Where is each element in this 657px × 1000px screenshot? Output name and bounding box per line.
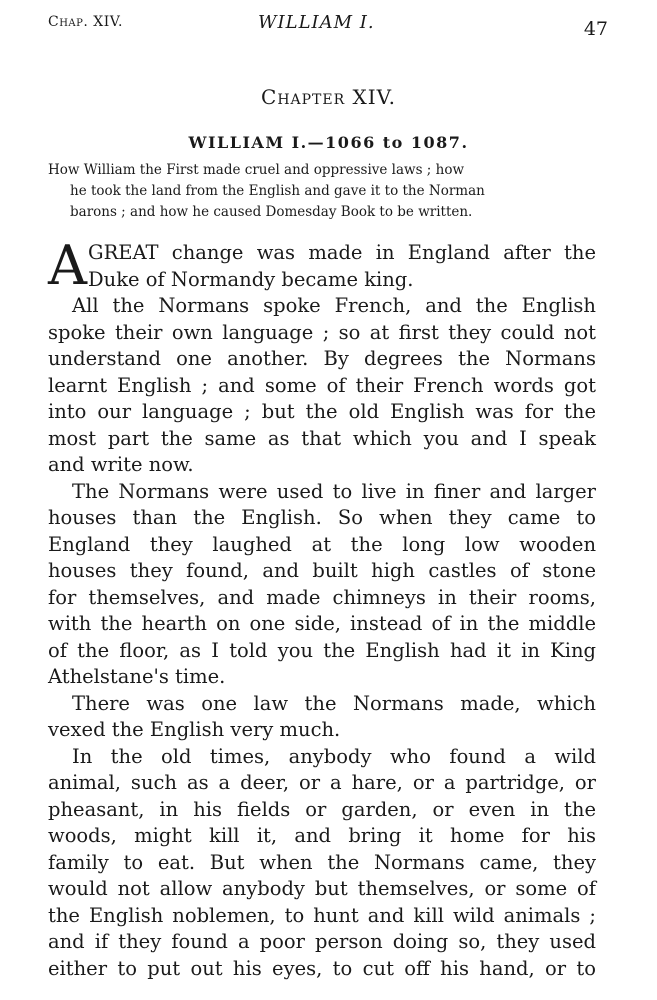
- text-line: learnt English ; and some of their French words got: [48, 373, 596, 397]
- chapter-label: Chap. XIV.: [48, 14, 123, 30]
- paragraph-5: [48, 744, 596, 983]
- text-line: understand one another. By degrees the Normans: [48, 347, 596, 370]
- text-line: The Normans were used to live in finer and larger: [72, 479, 596, 503]
- text-line: with the hearth on one side, instead of in the middle: [48, 612, 596, 635]
- text-line: either to put out his eyes, to cut off his hand, or to: [48, 956, 596, 980]
- running-title: WILLIAM I.: [258, 12, 375, 33]
- text-line: and if they found a poor person doing so, they used: [48, 930, 596, 953]
- summary-line: barons ; and how he caused Domesday Book to be written.: [70, 204, 473, 220]
- text-line: woods, might kill it, and bring it home for his: [48, 824, 596, 847]
- text-line: houses than the English. So when they came to: [48, 506, 596, 529]
- text-line: of the floor, as I told you the English had it in King: [48, 638, 596, 662]
- paragraph-4: [48, 691, 596, 744]
- paragraph-1: [48, 234, 596, 297]
- text-line: would not allow anybody but themselves, or some of: [48, 877, 596, 900]
- text-line: and write now.: [48, 453, 194, 476]
- text-line: most part the same as that which you and I speak: [48, 426, 596, 450]
- text-line: There was one law the Normans made, which: [72, 691, 596, 715]
- text-line: for themselves, and made chimneys in their rooms,: [48, 585, 596, 609]
- chapter-heading: [0, 85, 657, 109]
- chapter-summary: [48, 160, 598, 223]
- text-line: animal, such as a deer, or a hare, or a partridge, or: [48, 771, 596, 794]
- text-line: pheasant, in his fields or garden, or even in the: [48, 797, 596, 821]
- paragraph-3: [48, 479, 596, 691]
- text-line: family to eat. But when the Normans came, they: [48, 850, 596, 874]
- paragraph-2: [48, 293, 596, 479]
- text-line: Athelstane's time.: [48, 665, 226, 688]
- page-number: 47: [583, 18, 608, 40]
- text-line: spoke their own language ; so at first they could not: [48, 320, 596, 344]
- text-line: Duke of Normandy became king.: [88, 267, 414, 291]
- text-line: into our language ; but the old English was for the: [48, 400, 596, 423]
- body-text: [48, 234, 596, 982]
- text-line: All the Normans spoke French, and the English: [72, 294, 596, 317]
- text-line: England they laughed at the long low wooden: [48, 532, 596, 556]
- text-line: houses they found, and built high castles of stone: [48, 559, 596, 582]
- text-line: GREAT change was made in England after the: [88, 241, 596, 264]
- drop-cap: A: [48, 234, 87, 297]
- summary-line: How William the First made cruel and oppressive laws ; how: [48, 162, 465, 178]
- summary-line: he took the land from the English and gave it to the Norman: [70, 183, 485, 199]
- chapter-subtitle: WILLIAM I.—1066 to 1087.: [188, 133, 469, 152]
- text-line: In the old times, anybody who found a wild: [72, 744, 596, 768]
- chapter-heading-text: Chapter XIV.: [261, 85, 396, 109]
- running-header: [48, 10, 608, 40]
- text-line: the English noblemen, to hunt and kill wild animals ;: [48, 903, 596, 927]
- text-line: vexed the English very much.: [48, 718, 341, 741]
